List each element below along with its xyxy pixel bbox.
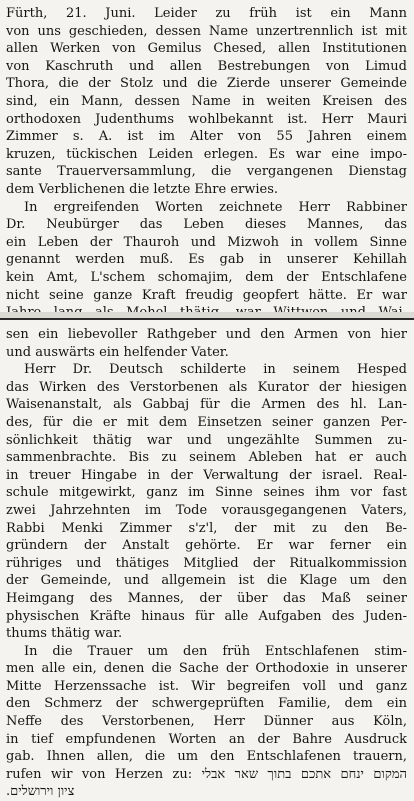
article-line: Rabbi Menki Zimmer s'z'l, der mit zu den Be- [6,520,407,536]
article-line: allen Werken von Gemilus Chesed, allen Institutionen [6,41,407,57]
article-line: Herr Dr. Deutsch schilderte in seinem Hesped [24,362,407,378]
article-line: den Schmerz der schwergeprüften Familie, dem ein [6,696,407,712]
article-line: Dr. Neubürger das Leben dieses Mannes, das [6,217,407,233]
article-line: In die Trauer um den früh Entschlafenen stim- [24,643,407,659]
article-line: sammenbrachte. Bis zu seinem Ableben hat er auch [6,450,407,466]
article-line: der Gemeinde, und allgemein ist die Klage um den [6,573,407,589]
article-line: zwei Jahrzehnten im Tode vorausgegangenen Vaters, [6,502,407,518]
article-line: des, für die er mit dem Einsetzen seiner ganzen Per- [6,414,407,430]
article-line: Waisenanstalt, als Gabbaj für die Armen des hl. Lan- [6,397,407,413]
article-line: dem Verblichenen die letzte Ehre erwies. [6,181,279,197]
article-line: Zimmer s. A. ist im Alter von 55 Jahren einem [6,129,407,145]
article-line: gab. Ihnen allen, die um den Entschlafenen trauern, [6,749,407,765]
article-line: Neffe des Verstorbenen, Herr Dünner aus Köln, [6,714,407,730]
article-line: orthodoxen Judenthums wohlbekannt ist. Herr Mauri [6,111,407,127]
article-line: kruzen, tückischen Leiden erlegen. Es war eine impo- [6,146,407,162]
article-line: sind, ein Mann, dessen Name in weiten Kreisen des [6,93,407,109]
article-text-bottom [6,326,407,801]
article-line: rühriges und thätiges Mitglied der Ritualkommission [6,555,407,571]
article-line: In ergreifenden Worten zeichnete Herr Rabbiner [24,199,407,215]
article-text-top [6,5,407,322]
article-line: kein Amt, L'schem schomajim, dem der Entschlafene [6,269,407,285]
article-line: thums thätig war. [6,626,123,642]
article-line: in treuer Hingabe in der Verwaltung der israel. Real- [6,467,407,483]
article-line: in tief empfundenen Worten an der Bahre Ausdruck [6,731,407,747]
article-line: ein Leben der Thauroh und Mizwoh in vollem Sinne [6,234,407,250]
article-line: sante Trauerversammlung, die vergangenen Dienstag [6,164,407,180]
hebrew-closing-line: ציון וירושלים. [6,784,75,800]
article-line: schule mitgewirkt, ganz im Sinne seines ihm vor fast [6,485,407,501]
article-line: genannt werden muß. Es gab in unserer Kehillah [6,252,407,268]
article-line: und auswärts ein helfender Vater. [6,344,229,360]
article-line: sen ein liebevoller Rathgeber und den Armen von hier [6,327,407,342]
article-clipping-bottom [0,318,414,801]
article-line: Heimgang des Mannes, der über das Maß seiner [6,590,407,606]
article-line: Thora, die der Stolz und die Zierde unserer Gemeinde [6,76,407,92]
article-line: physischen Kräfte hinaus für alle Aufgaben des Juden- [6,608,407,624]
article-line: sönlichkeit thätig war und ungezählte Summen zu- [6,432,407,448]
article-line: Mitte Herzenssache ist. Wir begreifen voll und ganz [6,678,407,694]
article-line: von uns geschieden, dessen Name unzertrennlich ist mit [6,23,407,39]
article-line: gründern der Anstalt gehörte. Er war ferner ein [6,538,407,554]
article-line: men alle ein, denen die Sache der Orthodoxie in unserer [6,661,407,677]
article-line: von Kaschruth und allen Bestrebungen von Limud [6,58,407,74]
article-clipping-top [0,0,414,316]
article-line: nicht seine ganze Kraft freudig geopfert hätte. Er war [6,287,407,303]
article-line: rufen wir von Herzen zu: המקום ינחם אתכם בתוך שאר אבלי [6,766,407,782]
article-line: Fürth, 21. Juni. Leider zu früh ist ein Mann [6,6,407,21]
article-line: das Wirken des Verstorbenen als Kurator der hiesigen [6,379,407,395]
